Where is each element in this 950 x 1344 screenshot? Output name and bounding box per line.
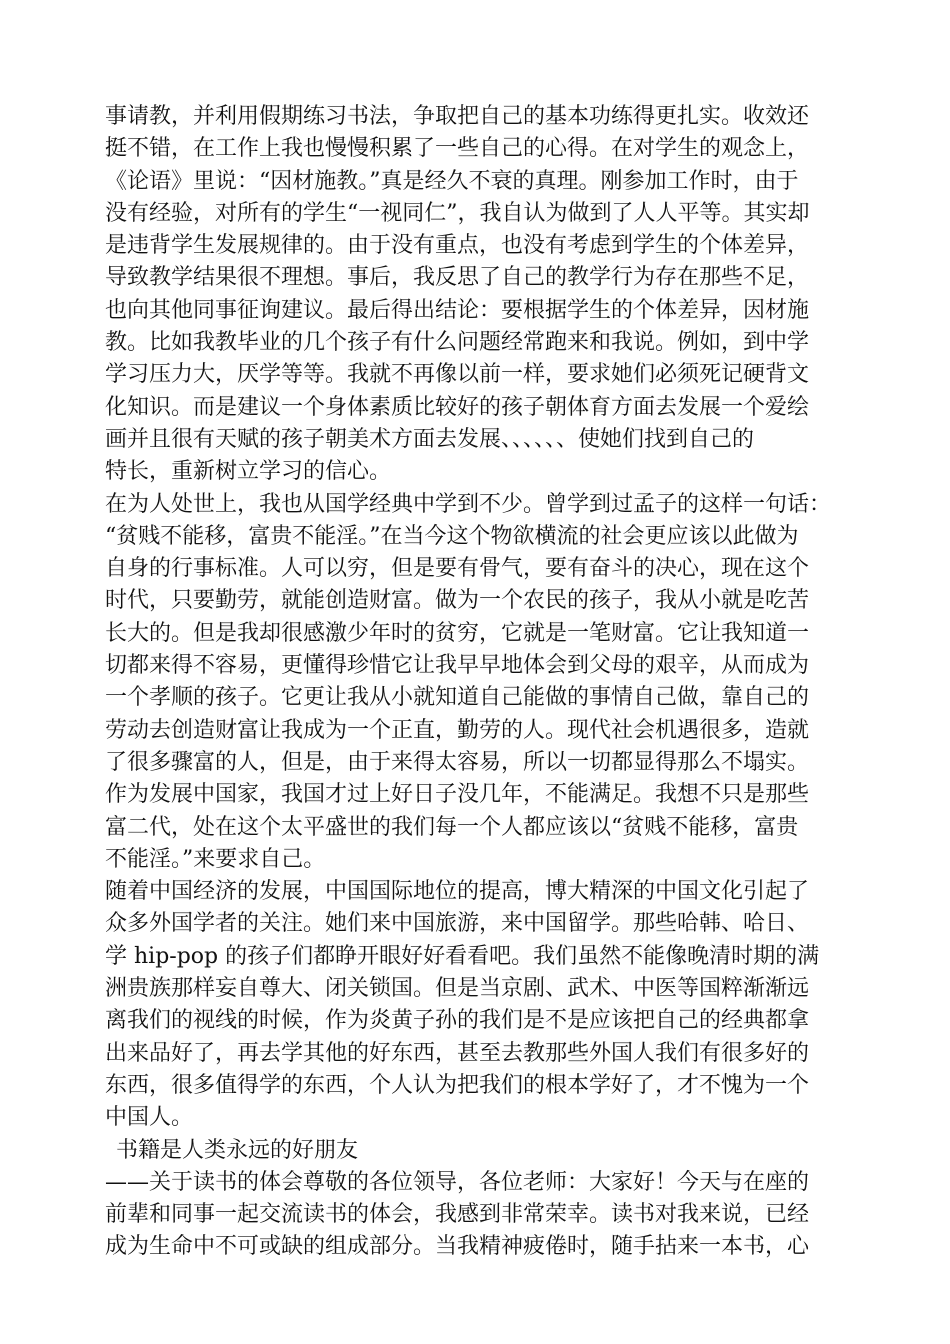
text-line: 学 hip-pop 的孩子们都睁开眼好好看看吧。我们虽然不能像晚清时期的满 [105,943,820,969]
text-line: 学习压力大，厌学等等。我就不再像以前一样，要求她们必须死记硬背文 [105,362,810,388]
text-line: 作为发展中国家，我国才过上好日子没几年，不能满足。我想不只是那些 [105,782,810,808]
text-line: 挺不错，在工作上我也慢慢积累了一些自己的心得。在对学生的观念上， [105,136,810,162]
text-line: 洲贵族那样妄自尊大、闭关锁国。但是当京剧、武术、中医等国粹渐渐远 [105,976,810,1002]
text-line: 《论语》里说：“因材施教。”真是经久不衰的真理。刚参加工作时，由于 [105,168,799,194]
text-line: 自身的行事标准。人可以穷，但是要有骨气，要有奋斗的决心，现在这个 [105,556,810,582]
text-line: 是违背学生发展规律的。由于没有重点，也没有考虑到学生的个体差异， [105,233,810,259]
text-line: 出来品好了，再去学其他的好东西，甚至去教那些外国人我们有很多好的 [105,1040,810,1066]
text-line: 时代，只要勤劳，就能创造财富。做为一个农民的孩子，我从小就是吃苦 [105,588,810,614]
text-line: 离我们的视线的时候，作为炎黄子孙的我们是不是应该把自己的经典都拿 [105,1008,810,1034]
text-line: 劳动去创造财富让我成为一个正直，勤劳的人。现代社会机遇很多，造就 [105,717,810,743]
document-body [105,101,865,1264]
text-line: 化知识。而是建议一个身体素质比较好的孩子朝体育方面去发展一个爱绘 [105,394,810,420]
text-line: 画并且很有天赋的孩子朝美术方面去发展、、、、、、使她们找到自己的 [105,426,755,452]
text-line: 特长，重新树立学习的信心。 [105,459,392,485]
text-line: 也向其他同事征询建议。最后得出结论：要根据学生的个体差异，因材施 [105,297,810,323]
text-line: ——关于读书的体会尊敬的各位领导，各位老师：大家好！今天与在座的 [105,1169,810,1195]
text-line: 众多外国学者的关注。她们来中国旅游，来中国留学。那些哈韩、哈日、 [105,911,810,937]
text-line: 导致教学结果很不理想。事后，我反思了自己的教学行为存在那些不足， [105,265,810,291]
text-line: 东西，很多值得学的东西，个人认为把我们的根本学好了，才不愧为一个 [105,1072,810,1098]
text-line: 随着中国经济的发展，中国国际地位的提高，博大精深的中国文化引起了 [105,879,810,905]
text-line: 教。比如我教毕业的几个孩子有什么问题经常跑来和我说。例如，到中学 [105,330,810,356]
section-title: 书籍是人类永远的好朋友 [116,1137,359,1163]
text-line: 不能淫。”来要求自己。 [105,846,326,872]
text-line: “贫贱不能移，富贵不能淫。”在当今这个物欲横流的社会更应该以此做为 [105,523,799,549]
text-line: 中国人。 [105,1105,194,1131]
text-line: 切都来得不容易，更懂得珍惜它让我早早地体会到父母的艰辛，从而成为 [105,653,810,679]
text-line: 前辈和同事一起交流读书的体会，我感到非常荣幸。读书对我来说，已经 [105,1202,810,1228]
text-line: 成为生命中不可或缺的组成部分。当我精神疲倦时，随手拈来一本书，心 [105,1234,810,1260]
text-line: 没有经验，对所有的学生“一视同仁”，我自认为做到了人人平等。其实却 [105,200,810,226]
text-line: 了很多骤富的人，但是，由于来得太容易，所以一切都显得那么不塌实。 [105,749,810,775]
text-line: 富二代，处在这个太平盛世的我们每一个人都应该以“贫贱不能移，富贵 [105,814,799,840]
text-line: 在为人处世上，我也从国学经典中学到不少。曾学到过孟子的这样一句话： [105,491,832,517]
text-line: 长大的。但是我却很感激少年时的贫穷，它就是一笔财富。它让我知道一 [105,620,810,646]
text-line: 一个孝顺的孩子。它更让我从小就知道自己能做的事情自己做，靠自己的 [105,685,810,711]
text-line: 事请教，并利用假期练习书法，争取把自己的基本功练得更扎实。收效还 [105,104,810,129]
